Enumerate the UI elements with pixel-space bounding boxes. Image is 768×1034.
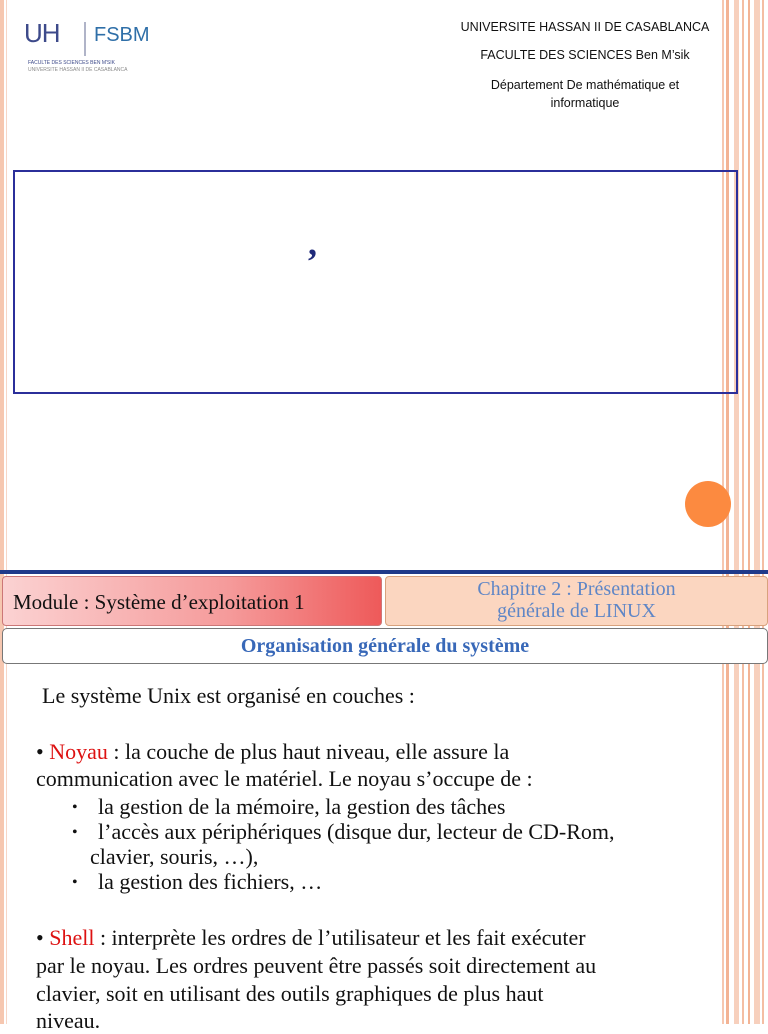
orange-circle-decoration <box>685 481 731 527</box>
section-divider-line <box>0 570 768 574</box>
noyau-sub-item <box>72 819 615 845</box>
logo-mark: UH <box>24 18 60 48</box>
noyau-term: Noyau <box>49 739 108 764</box>
logo-subtitle-university: UNIVERSITE HASSAN II DE CASABLANCA <box>28 67 128 73</box>
sub-bullet: • <box>72 799 78 816</box>
right-border-stripe <box>754 0 760 1024</box>
chapter-label <box>385 576 768 626</box>
noyau-definition: : la couche de plus haut niveau, elle assure la <box>107 739 510 764</box>
chapter-line-2: générale de LINUX <box>497 600 656 622</box>
noyau-sub-item-continuation: clavier, souris, …), <box>90 844 259 869</box>
shell-paragraph-line-3: clavier, soit en utilisant des outils graphiques de plus haut <box>36 981 544 1006</box>
right-border-stripe <box>762 0 764 1024</box>
title-text: , <box>308 223 317 263</box>
right-border-stripe <box>748 0 750 1024</box>
department-line-2: informatique <box>550 96 620 110</box>
left-border-stripe <box>0 0 4 1024</box>
shell-paragraph-line-4: niveau. <box>36 1008 101 1033</box>
sub-item-text: la gestion des fichiers, … <box>98 869 323 894</box>
shell-term: Shell <box>49 925 95 950</box>
right-border-stripe <box>742 0 744 1024</box>
noyau-sub-item <box>72 869 322 895</box>
sub-item-text: la gestion de la mémoire, la gestion des tâches <box>98 794 506 819</box>
shell-definition: : interprète les ordres de l’utilisateur et les fait exécuter <box>94 925 586 950</box>
noyau-paragraph-line-1 <box>36 739 509 765</box>
bullet: • <box>36 925 44 950</box>
intro-text: Le système Unix est organisé en couches : <box>42 683 415 708</box>
sub-bullet: • <box>72 824 78 841</box>
logo-subtitle-faculty: FACULTE DES SCIENCES BEN M'SIK <box>28 60 115 66</box>
right-border-stripe <box>734 0 739 1024</box>
title-frame <box>13 170 738 394</box>
faculty-name: FACULTE DES SCIENCES Ben M’sik <box>480 48 690 62</box>
shell-paragraph-line-1 <box>36 925 586 951</box>
sub-bullet: • <box>72 874 78 891</box>
module-label: Module : Système d’exploitation 1 <box>2 576 382 626</box>
university-name: UNIVERSITE HASSAN II DE CASABLANCA <box>460 20 710 34</box>
faculty-logo <box>24 18 154 76</box>
noyau-sub-item <box>72 794 505 820</box>
chapter-line-1: Chapitre 2 : Présentation <box>477 578 676 600</box>
logo-divider <box>84 22 86 56</box>
department-name <box>440 76 730 112</box>
noyau-paragraph-line-2: communication avec le matériel. Le noyau s’occupe de : <box>36 766 533 791</box>
bullet: • <box>36 739 44 764</box>
department-line-1: Département De mathématique et <box>490 78 680 92</box>
sub-item-text: l’accès aux périphériques (disque dur, lecteur de CD-Rom, <box>98 819 615 844</box>
shell-paragraph-line-2: par le noyau. Les ordres peuvent être passés soit directement au <box>36 953 597 978</box>
left-border-stripe-thin <box>6 0 7 1024</box>
logo-name: FSBM <box>94 24 150 46</box>
section-title: Organisation générale du système <box>2 628 768 664</box>
